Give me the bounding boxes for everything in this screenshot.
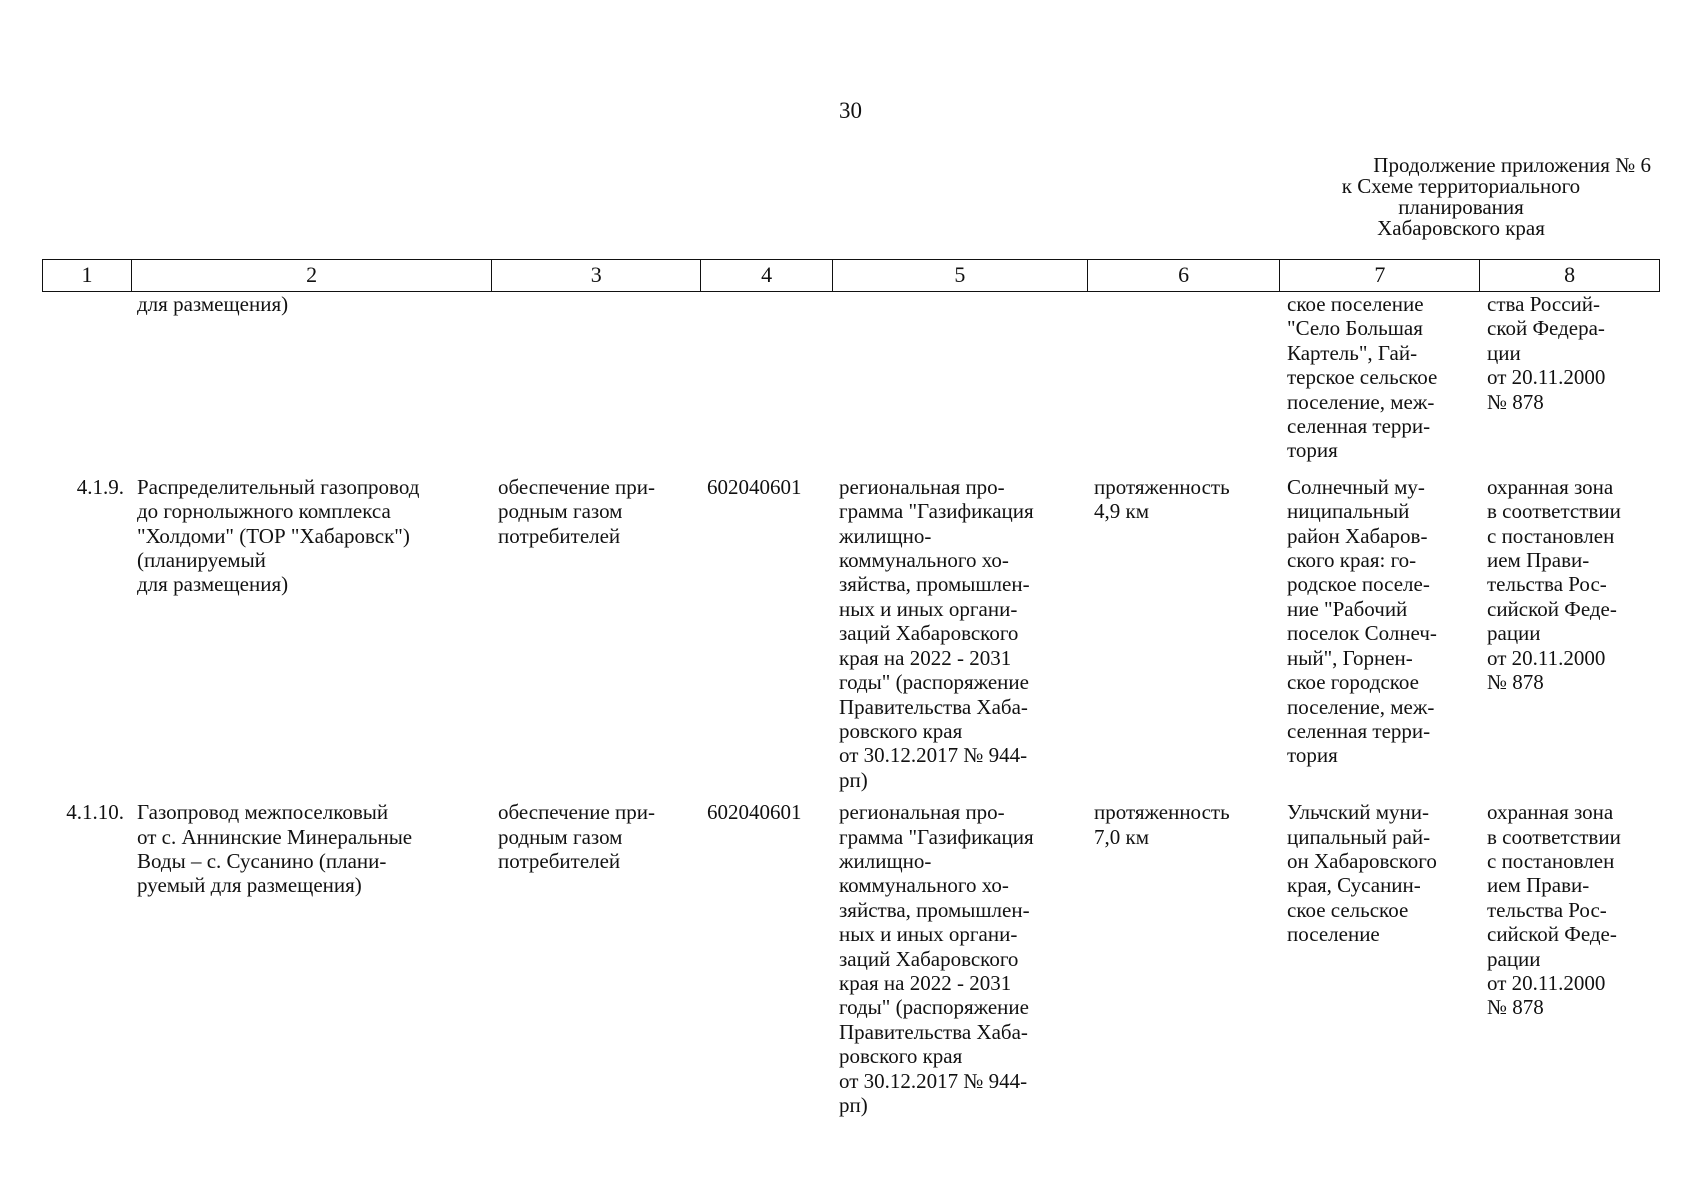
object-name-cell: Газопровод межпоселковый от с. Аннинские Минеральные Воды – с. Сусанино (плани- руемый для размещения) xyxy=(137,800,413,898)
appendix-note xyxy=(1271,155,1651,239)
appendix-note-line-2: к Схеме территориального xyxy=(1341,174,1581,198)
basis-cell: региональная про- грамма "Газификация жилищно- коммунального хо- зяйства, промышлен- ных и иных органи- заций Хабаровского края на 2022 - 2031 годы" (распоряжение Правительства Хаба- ровского края от 30.12.2017 № 944- рп) xyxy=(839,474,1034,792)
row-number-cell xyxy=(42,292,130,463)
purpose-cell: обеспечение при- родным газом потребителей xyxy=(498,800,656,873)
location-cell: Ульчский муни- ципальный рай- он Хабаровского края, Сусанин- ское сельское поселение xyxy=(1287,800,1437,947)
characteristics-cell: протяженность 4,9 км xyxy=(1094,474,1230,524)
characteristics-cell xyxy=(1087,292,1280,463)
column-header: 6 xyxy=(1087,260,1280,291)
zone-cell: охранная зона в соответствии с постановлен ием Прави- тельства Рос- сийской Феде- рации от 20.11.2000 № 878 xyxy=(1487,474,1621,695)
table-header-row xyxy=(42,259,1660,292)
column-header: 5 xyxy=(832,260,1087,291)
column-header: 1 xyxy=(81,262,93,287)
location-cell: Солнечный му- ниципальный район Хабаров- ского края: го- родское поселе- ние "Рабочий поселок Солнеч- ный", Горнен- ское городское поселение, меж- селенная терри- тория xyxy=(1287,474,1437,768)
purpose-cell xyxy=(491,292,700,463)
column-header: 4 xyxy=(700,260,832,291)
location-cell: ское поселение "Село Большая Картель", Гай- терское сельское поселение, меж- селенная терри- тория xyxy=(1287,292,1438,463)
schedule-table xyxy=(42,259,1660,1117)
appendix-note-line-3: планирования xyxy=(1398,195,1524,219)
appendix-note-line-1: Продолжение приложения № 6 xyxy=(1373,153,1651,177)
characteristics-cell: протяженность 7,0 км xyxy=(1094,800,1230,849)
code-cell xyxy=(700,292,832,463)
table-row xyxy=(42,475,1660,792)
zone-cell: ства Россий- ской Федера- ции от 20.11.2000 № 878 xyxy=(1487,292,1606,414)
column-header: 8 xyxy=(1479,260,1659,291)
row-number-cell: 4.1.9. xyxy=(76,474,124,499)
column-header: 3 xyxy=(491,260,700,291)
table-row xyxy=(42,800,1660,1117)
appendix-note-line-4: Хабаровского края xyxy=(1377,216,1545,240)
zone-cell: охранная зона в соответствии с постановлен ием Прави- тельства Рос- сийской Феде- рации от 20.11.2000 № 878 xyxy=(1487,800,1621,1020)
basis-cell: региональная про- грамма "Газификация жилищно- коммунального хо- зяйства, промышлен- ных и иных органи- заций Хабаровского края на 2022 - 2031 годы" (распоряжение Правительства Хаба- ровского края от 30.12.2017 № 944- рп) xyxy=(839,800,1034,1117)
basis-cell xyxy=(832,292,1087,463)
code-cell: 602040601 xyxy=(707,800,802,825)
purpose-cell: обеспечение при- родным газом потребителей xyxy=(498,474,656,548)
table-row xyxy=(42,292,1660,463)
page-number: 30 xyxy=(839,98,862,123)
column-header: 7 xyxy=(1279,260,1479,291)
row-number-cell: 4.1.10. xyxy=(66,800,124,825)
code-cell: 602040601 xyxy=(707,474,802,499)
column-header: 2 xyxy=(131,260,492,291)
object-name-cell: для размещения) xyxy=(137,292,289,316)
object-name-cell: Распределительный газопровод до горнолыжного комплекса "Холдоми" (ТОР "Хабаровск") (планируемый для размещения) xyxy=(137,474,420,597)
